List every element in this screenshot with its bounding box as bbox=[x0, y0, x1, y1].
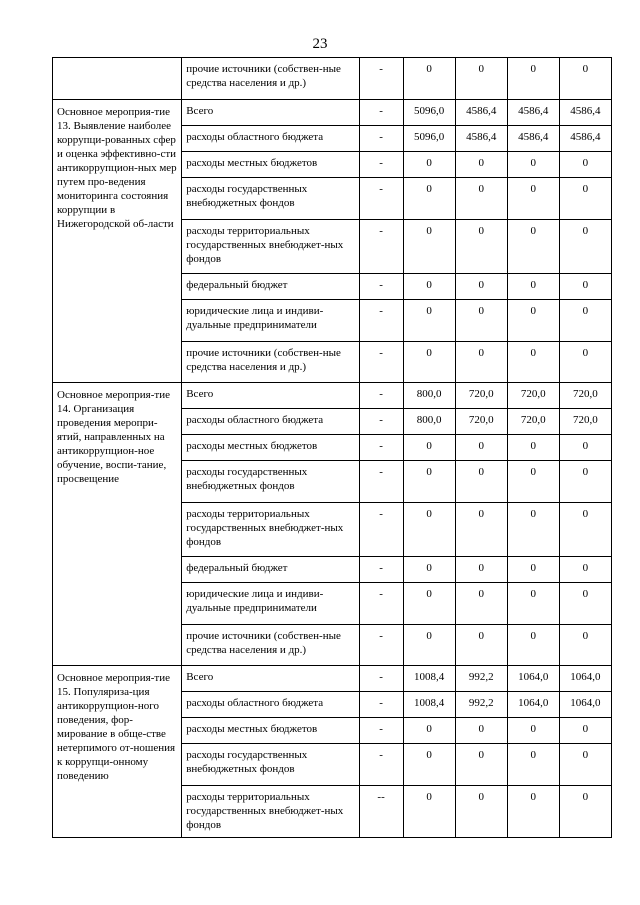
value-cell: 0 bbox=[403, 58, 455, 100]
value-cell: 0 bbox=[559, 152, 611, 178]
value-cell: 0 bbox=[455, 342, 507, 383]
source-cell: расходы территориальных государственных внебюджет-ных фондов bbox=[182, 786, 359, 838]
value-cell: 720,0 bbox=[559, 383, 611, 409]
value-cell: 4586,4 bbox=[507, 100, 559, 126]
source-cell: расходы местных бюджетов bbox=[182, 718, 359, 744]
code-cell: - bbox=[359, 625, 403, 666]
value-cell: 1008,4 bbox=[403, 666, 455, 692]
value-cell: 0 bbox=[559, 744, 611, 786]
value-cell: 720,0 bbox=[507, 383, 559, 409]
value-cell: 0 bbox=[455, 435, 507, 461]
code-cell: - bbox=[359, 383, 403, 409]
value-cell: 0 bbox=[559, 300, 611, 342]
value-cell: 0 bbox=[455, 58, 507, 100]
source-cell: федеральный бюджет bbox=[182, 274, 359, 300]
value-cell: 0 bbox=[507, 58, 559, 100]
source-cell: Всего bbox=[182, 100, 359, 126]
code-cell: - bbox=[359, 152, 403, 178]
value-cell: 0 bbox=[403, 274, 455, 300]
value-cell: 0 bbox=[507, 152, 559, 178]
value-cell: 0 bbox=[455, 557, 507, 583]
code-cell: - bbox=[359, 220, 403, 274]
code-cell: - bbox=[359, 100, 403, 126]
value-cell: 0 bbox=[403, 152, 455, 178]
value-cell: 720,0 bbox=[455, 383, 507, 409]
value-cell: 0 bbox=[507, 342, 559, 383]
value-cell: 5096,0 bbox=[403, 100, 455, 126]
page-number: 23 bbox=[312, 36, 328, 52]
code-cell: - bbox=[359, 409, 403, 435]
table-row bbox=[53, 666, 612, 692]
value-cell: 1064,0 bbox=[559, 692, 611, 718]
source-cell: Всего bbox=[182, 383, 359, 409]
event-cell bbox=[53, 58, 182, 100]
value-cell: 0 bbox=[507, 583, 559, 625]
value-cell: 0 bbox=[455, 625, 507, 666]
source-cell: Всего bbox=[182, 666, 359, 692]
source-cell: прочие источники (собствен-ные средства населения и др.) bbox=[182, 58, 359, 100]
source-cell: расходы местных бюджетов bbox=[182, 435, 359, 461]
code-cell: - bbox=[359, 342, 403, 383]
value-cell: 0 bbox=[403, 503, 455, 557]
source-cell: юридические лица и индиви-дуальные предприниматели bbox=[182, 300, 359, 342]
value-cell: 0 bbox=[507, 178, 559, 220]
source-cell: расходы областного бюджета bbox=[182, 409, 359, 435]
code-cell: - bbox=[359, 583, 403, 625]
code-cell: - bbox=[359, 503, 403, 557]
source-cell: расходы государственных внебюджетных фондов bbox=[182, 178, 359, 220]
value-cell: 0 bbox=[403, 342, 455, 383]
table-row bbox=[53, 100, 612, 126]
code-cell: - bbox=[359, 744, 403, 786]
value-cell: 0 bbox=[507, 744, 559, 786]
source-cell: прочие источники (собствен-ные средства населения и др.) bbox=[182, 342, 359, 383]
value-cell: 5096,0 bbox=[403, 126, 455, 152]
value-cell: 0 bbox=[507, 557, 559, 583]
value-cell: 0 bbox=[559, 58, 611, 100]
value-cell: 0 bbox=[507, 220, 559, 274]
value-cell: 0 bbox=[559, 718, 611, 744]
value-cell: 0 bbox=[403, 300, 455, 342]
value-cell: 0 bbox=[559, 583, 611, 625]
value-cell: 0 bbox=[455, 220, 507, 274]
value-cell: 0 bbox=[403, 583, 455, 625]
source-cell: юридические лица и индиви-дуальные предприниматели bbox=[182, 583, 359, 625]
value-cell: 992,2 bbox=[455, 692, 507, 718]
source-cell: расходы территориальных государственных внебюджет-ных фондов bbox=[182, 503, 359, 557]
value-cell: 0 bbox=[455, 300, 507, 342]
value-cell: 1064,0 bbox=[507, 666, 559, 692]
value-cell: 0 bbox=[507, 300, 559, 342]
table-row bbox=[53, 58, 612, 100]
value-cell: 0 bbox=[507, 718, 559, 744]
value-cell: 0 bbox=[559, 557, 611, 583]
value-cell: 4586,4 bbox=[455, 126, 507, 152]
value-cell: 0 bbox=[559, 178, 611, 220]
source-cell: расходы государственных внебюджетных фондов bbox=[182, 744, 359, 786]
code-cell: - bbox=[359, 666, 403, 692]
funding-table bbox=[52, 57, 612, 838]
value-cell: 0 bbox=[455, 274, 507, 300]
code-cell: -- bbox=[359, 786, 403, 838]
code-cell: - bbox=[359, 435, 403, 461]
value-cell: 0 bbox=[455, 786, 507, 838]
value-cell: 1064,0 bbox=[559, 666, 611, 692]
value-cell: 0 bbox=[455, 503, 507, 557]
value-cell: 0 bbox=[507, 503, 559, 557]
code-cell: - bbox=[359, 718, 403, 744]
event-cell: Основное мероприя-тие 15. Популяриза-ция антикоррупцион-ного поведения, фор-мирование в обще-стве нетерпимого от-ношения к коррупци-онному поведению bbox=[53, 666, 182, 838]
value-cell: 0 bbox=[403, 718, 455, 744]
code-cell: - bbox=[359, 126, 403, 152]
event-cell: Основное мероприя-тие 13. Выявление наиболее коррупци-рованных сфер и оценка эффективно-сти антикоррупцион-ных мер путем про-ведения мониторинга состояния коррупции в Нижегородской об-ласти bbox=[53, 100, 182, 383]
value-cell: 0 bbox=[559, 220, 611, 274]
value-cell: 720,0 bbox=[507, 409, 559, 435]
source-cell: расходы государственных внебюджетных фондов bbox=[182, 461, 359, 503]
value-cell: 0 bbox=[559, 435, 611, 461]
value-cell: 0 bbox=[559, 625, 611, 666]
value-cell: 0 bbox=[403, 220, 455, 274]
value-cell: 0 bbox=[403, 625, 455, 666]
value-cell: 0 bbox=[559, 503, 611, 557]
source-cell: прочие источники (собствен-ные средства населения и др.) bbox=[182, 625, 359, 666]
code-cell: - bbox=[359, 692, 403, 718]
source-cell: расходы областного бюджета bbox=[182, 126, 359, 152]
value-cell: 0 bbox=[455, 718, 507, 744]
source-cell: расходы местных бюджетов bbox=[182, 152, 359, 178]
value-cell: 800,0 bbox=[403, 383, 455, 409]
value-cell: 0 bbox=[507, 786, 559, 838]
value-cell: 0 bbox=[455, 461, 507, 503]
value-cell: 0 bbox=[559, 461, 611, 503]
value-cell: 0 bbox=[559, 274, 611, 300]
value-cell: 0 bbox=[507, 274, 559, 300]
value-cell: 0 bbox=[559, 786, 611, 838]
value-cell: 0 bbox=[455, 744, 507, 786]
value-cell: 0 bbox=[507, 625, 559, 666]
value-cell: 0 bbox=[403, 744, 455, 786]
value-cell: 992,2 bbox=[455, 666, 507, 692]
value-cell: 0 bbox=[403, 178, 455, 220]
value-cell: 4586,4 bbox=[455, 100, 507, 126]
value-cell: 0 bbox=[403, 786, 455, 838]
value-cell: 0 bbox=[403, 461, 455, 503]
code-cell: - bbox=[359, 274, 403, 300]
value-cell: 0 bbox=[455, 178, 507, 220]
source-cell: расходы территориальных государственных внебюджет-ных фондов bbox=[182, 220, 359, 274]
value-cell: 1008,4 bbox=[403, 692, 455, 718]
value-cell: 0 bbox=[403, 557, 455, 583]
value-cell: 720,0 bbox=[559, 409, 611, 435]
value-cell: 0 bbox=[455, 152, 507, 178]
value-cell: 0 bbox=[403, 435, 455, 461]
value-cell: 1064,0 bbox=[507, 692, 559, 718]
value-cell: 4586,4 bbox=[507, 126, 559, 152]
value-cell: 720,0 bbox=[455, 409, 507, 435]
value-cell: 4586,4 bbox=[559, 126, 611, 152]
value-cell: 4586,4 bbox=[559, 100, 611, 126]
value-cell: 0 bbox=[455, 583, 507, 625]
source-cell: расходы областного бюджета bbox=[182, 692, 359, 718]
code-cell: - bbox=[359, 300, 403, 342]
event-cell: Основное мероприя-тие 14. Организация проведения меропри-ятий, направленных на антикоррупцион-ное обучение, воспи-тание, просвещение bbox=[53, 383, 182, 666]
code-cell: - bbox=[359, 557, 403, 583]
table-row bbox=[53, 383, 612, 409]
code-cell: - bbox=[359, 58, 403, 100]
value-cell: 0 bbox=[559, 342, 611, 383]
value-cell: 0 bbox=[507, 461, 559, 503]
code-cell: - bbox=[359, 178, 403, 220]
value-cell: 800,0 bbox=[403, 409, 455, 435]
source-cell: федеральный бюджет bbox=[182, 557, 359, 583]
code-cell: - bbox=[359, 461, 403, 503]
value-cell: 0 bbox=[507, 435, 559, 461]
